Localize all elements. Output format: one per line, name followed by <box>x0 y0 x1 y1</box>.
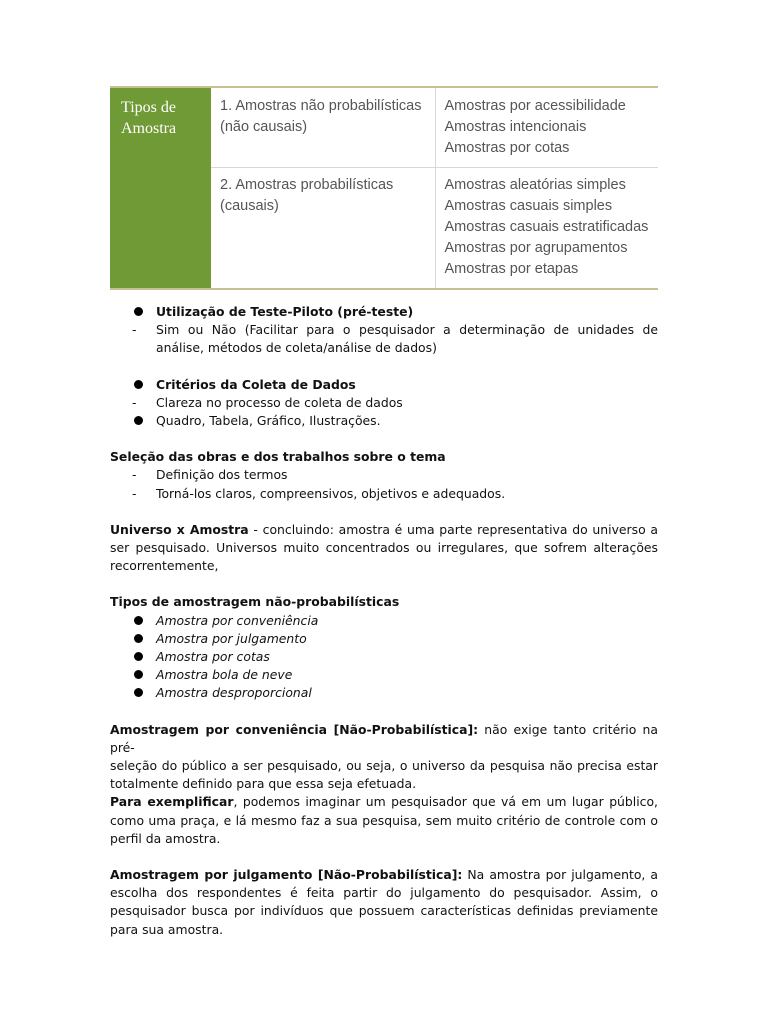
paragraph-line <box>110 721 658 757</box>
bullet-text: Amostra desproporcional <box>156 685 312 701</box>
dash-marker: - <box>132 322 137 338</box>
table-item: Amostras intencionais <box>444 119 587 135</box>
section-heading: Seleção das obras e dos trabalhos sobre o tema <box>110 449 446 465</box>
table-header-cell <box>110 87 211 289</box>
bullet-item <box>110 303 658 321</box>
bullet-item <box>110 412 658 430</box>
table-category-cell <box>211 168 435 290</box>
table-item: Amostras por acessibilidade <box>444 98 626 114</box>
dash-marker: - <box>132 467 137 483</box>
paragraph-text: Na amostra por julgamento, a <box>462 867 658 883</box>
table-row <box>110 87 658 168</box>
bullet-text: Amostra por cotas <box>156 649 270 665</box>
table-item: Amostras casuais estratificadas <box>444 219 649 235</box>
dash-item <box>110 466 658 484</box>
paragraph-line <box>110 793 658 811</box>
paragraph-line <box>110 521 658 539</box>
paragraph-text: não exige tanto critério na pré- <box>110 721 658 755</box>
bullet-icon <box>134 634 143 643</box>
dash-text: Definição dos termos <box>156 467 288 483</box>
table-items-cell <box>435 87 658 168</box>
paragraph-text: - concluindo: amostra é uma parte representativa do universo a <box>248 521 659 537</box>
category-line: 2. Amostras probabilísticas <box>220 177 394 193</box>
paragraph-lead: Amostragem por julgamento [Não-Probabilística]: <box>110 867 463 883</box>
paragraph-lead: Para exemplificar <box>110 794 234 810</box>
dash-text: Clareza no processo de coleta de dados <box>156 394 403 410</box>
bullet-text: Amostra por julgamento <box>156 630 307 646</box>
bullet-text: Amostra bola de neve <box>156 667 293 683</box>
bullet-icon <box>134 670 143 679</box>
dash-item-continuation <box>110 339 658 357</box>
bullet-item <box>110 376 658 394</box>
bullet-icon <box>134 380 143 389</box>
paragraph-text: , podemos imaginar um pesquisador que vá em um lugar público, <box>233 794 658 810</box>
table-header-line: Tipos de <box>121 99 176 116</box>
table-item: Amostras aleatórias simples <box>444 177 626 193</box>
paragraph-line <box>110 866 658 884</box>
category-line: (não causais) <box>220 119 308 135</box>
paragraph-line: escolha dos respondentes é feita partir do julgamento do pesquisador. Assim, o <box>110 885 658 901</box>
dash-text: Torná-los claros, compreensivos, objetivos e adequados. <box>156 485 506 501</box>
bullet-text: Quadro, Tabela, Gráfico, Ilustrações. <box>156 413 381 429</box>
table-item: Amostras casuais simples <box>444 198 613 214</box>
bullet-icon <box>134 652 143 661</box>
paragraph-line: pesquisador busca por indivíduos que possuem características definidas previamente <box>110 903 658 919</box>
table-item: Amostras por etapas <box>444 261 579 277</box>
bullet-item <box>110 648 658 666</box>
table-item: Amostras por cotas <box>444 140 570 156</box>
bullet-icon <box>134 307 143 316</box>
paragraph-line: totalmente definido para que essa seja efetuada. <box>110 776 417 792</box>
table-item: Amostras por agrupamentos <box>444 240 628 256</box>
paragraph-line: perfil da amostra. <box>110 830 221 846</box>
sample-types-table <box>110 86 658 290</box>
dash-text-line: análise, métodos de coleta/análise de dados) <box>156 340 437 356</box>
bullet-item <box>110 612 658 630</box>
bullet-icon <box>134 416 143 425</box>
paragraph-lead: Amostragem por conveniência [Não-Probabilística]: <box>110 721 479 737</box>
bullet-text: Critérios da Coleta de Dados <box>156 376 356 392</box>
paragraph-line: seleção do público a ser pesquisado, ou seja, o universo da pesquisa não precisa estar <box>110 758 658 774</box>
bullet-item <box>110 630 658 648</box>
category-line: 1. Amostras não probabilísticas <box>220 98 422 114</box>
table-items-cell <box>435 168 658 290</box>
dash-item <box>110 394 658 412</box>
dash-text-line: Sim ou Não (Facilitar para o pesquisador a determinação de unidades de <box>156 322 658 338</box>
document-page <box>110 86 658 939</box>
dash-item <box>110 485 658 503</box>
category-line: (causais) <box>220 198 279 214</box>
dash-marker: - <box>132 394 137 410</box>
paragraph-line: ser pesquisado. Universos muito concentrados ou irregulares, que sofrem alterações <box>110 540 658 556</box>
paragraph-line: para sua amostra. <box>110 921 224 937</box>
section-heading: Tipos de amostragem não-probabilísticas <box>110 594 400 610</box>
table-header-line: Amostra <box>121 120 177 137</box>
dash-item <box>110 321 658 339</box>
bullet-icon <box>134 688 143 697</box>
bullet-icon <box>134 616 143 625</box>
bullet-text: Utilização de Teste-Piloto (pré-teste) <box>156 304 414 319</box>
dash-marker: - <box>132 485 137 501</box>
bullet-text: Amostra por conveniência <box>156 612 319 628</box>
paragraph-line: como uma praça, e lá mesmo faz a sua pesquisa, sem muito critério de controle com o <box>110 812 658 828</box>
paragraph-lead: Universo x Amostra <box>110 521 249 537</box>
bullet-item <box>110 684 658 702</box>
paragraph-line: recorrentemente, <box>110 558 219 574</box>
bullet-item <box>110 666 658 684</box>
table-category-cell <box>211 87 435 168</box>
